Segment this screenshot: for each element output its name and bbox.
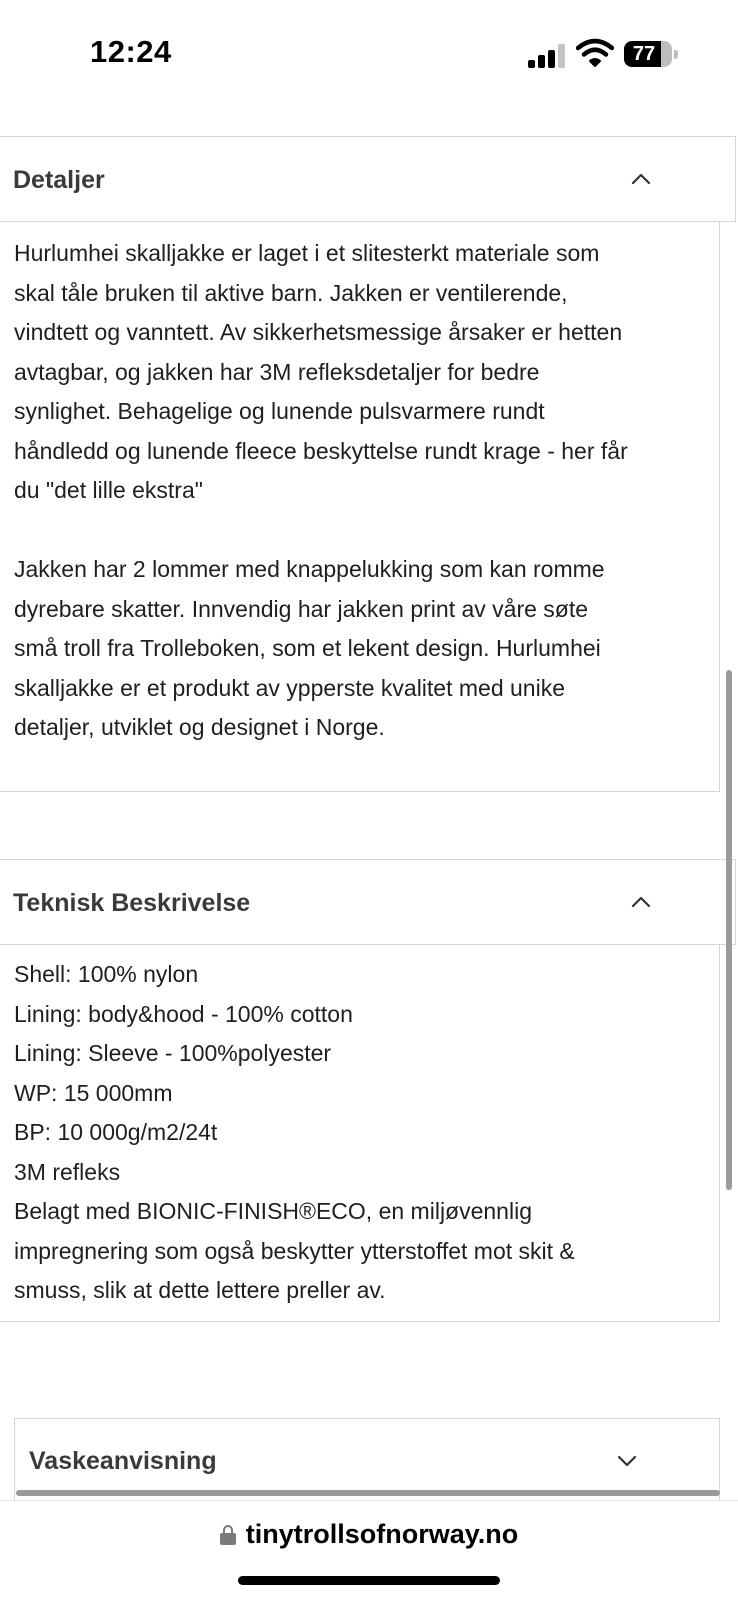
status-time: 12:24 [90,34,172,69]
chevron-up-icon[interactable] [631,892,651,912]
teknisk-line: Shell: 100% nylon [14,961,199,987]
vertical-scrollbar[interactable] [726,670,732,1190]
teknisk-line: Lining: Sleeve - 100%polyester [14,1040,332,1066]
teknisk-line: BP: 10 000g/m2/24t [14,1119,218,1145]
battery-icon [624,41,672,67]
section-title-vaskeanvisning: Vaskeanvisning [29,1447,217,1475]
status-bar [0,0,738,110]
battery-level: 77 [632,43,656,65]
accordion-body-teknisk [0,945,720,1322]
lock-icon [220,1525,236,1545]
horizontal-scrollbar[interactable] [16,1490,720,1496]
teknisk-line: Lining: body&hood - 100% cotton [14,1000,353,1027]
chevron-down-icon[interactable] [617,1451,637,1471]
detaljer-paragraph-1: Hurlumhei skalljakke er laget i et slitesterkt materiale som skal tåle bruken til aktive barn. Jakken er ventilerende, vindtett og vanntett. Av sikkerhetsmessige årsaker er hetten avtagbar, og jakken har 3M refleksdetaljer for bedre synlighet. Behagelige og lunende pulsvarmere rundt håndledd og lunende fleece beskyttelse rundt krage - her får du "det lille ekstra" [14,240,628,503]
section-title-detaljer: Detaljer [13,166,105,194]
accordion-header-teknisk[interactable] [0,859,736,945]
teknisk-line: Belagt med BIONIC-FINISH®ECO, en miljøvennlig impregnering som også beskytter ytterstoffet mot skit & smuss, slik at dette lettere preller av. [14,1198,575,1303]
section-title-teknisk: Teknisk Beskrivelse [13,889,251,917]
accordion-body-detaljer [0,222,720,792]
home-indicator[interactable] [238,1576,500,1585]
url-row[interactable] [0,1519,738,1550]
browser-address-bar[interactable] [0,1500,738,1601]
teknisk-line: WP: 15 000mm [14,1079,173,1106]
url-text: tinytrollsofnorway.no [245,1519,519,1549]
wifi-icon [576,38,614,68]
teknisk-line: 3M refleks [14,1158,121,1185]
signal-icon [528,44,566,68]
chevron-up-icon[interactable] [631,169,651,189]
detaljer-paragraph-2: Jakken har 2 lommer med knappelukking som kan romme dyrebare skatter. Innvendig har jakken print av våre søte små troll fra Trolleboken, som et lekent design. Hurlumhei skalljakke er et produkt av ypperste kvalitet med unike detaljer, utviklet og designet i Norge. [14,556,605,740]
battery-tip [674,50,678,59]
accordion-header-detaljer[interactable] [0,136,736,222]
